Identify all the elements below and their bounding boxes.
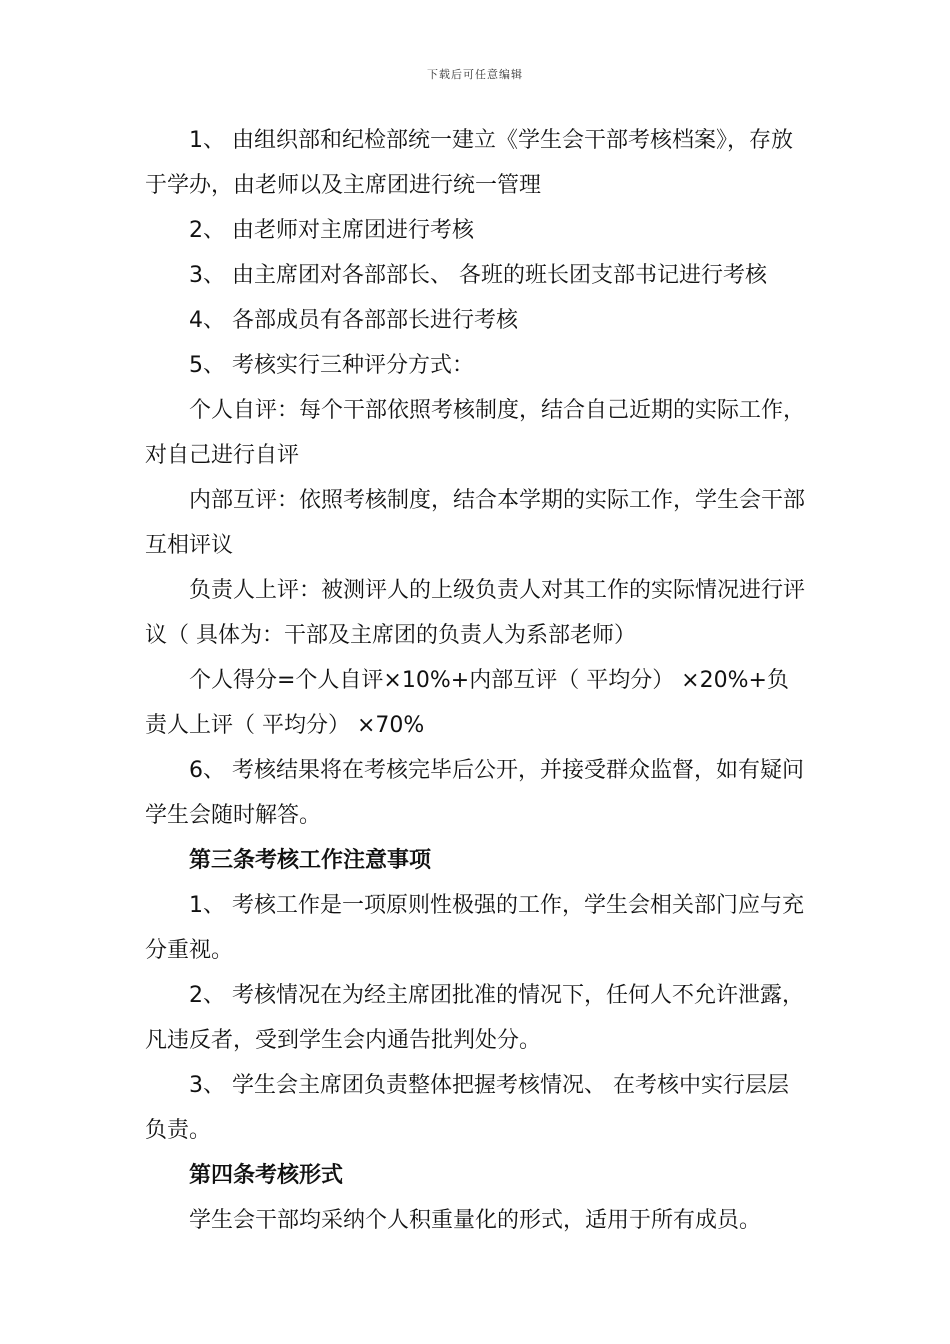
paragraph-3: 3、 由主席团对各部部长、 各班的班长团支部书记进行考核: [189, 263, 767, 288]
page-header-note: 下载后可任意编辑: [427, 68, 523, 81]
paragraph-article4-body: 学生会干部均采纳个人积重量化的形式，适用于所有成员。: [189, 1208, 762, 1233]
paragraph-6: 6、 考核结果将在考核完毕后公开，并接受群众监督，如有疑问学生会随时解答。: [145, 758, 804, 828]
paragraph-1: 1、 由组织部和纪检部统一建立《学生会干部考核档案》，存放于学办，由老师以及主席团进行统一管理: [145, 128, 793, 198]
document-body: [145, 118, 809, 1243]
paragraph-peer-evaluation: 内部互评：依照考核制度，结合本学期的实际工作，学生会干部互相评议: [145, 488, 806, 558]
paragraph-4: 4、 各部成员有各部部长进行考核: [189, 308, 518, 333]
paragraph-5: 5、 考核实行三种评分方式：: [189, 353, 474, 378]
paragraph-article3-item-3: 3、 学生会主席团负责整体把握考核情况、 在考核中实行层层负责。: [145, 1073, 789, 1143]
paragraph-self-evaluation: 个人自评：每个干部依照考核制度，结合自己近期的实际工作，对自己进行自评: [145, 398, 806, 468]
paragraph-article3-item-1: 1、 考核工作是一项原则性极强的工作，学生会相关部门应与充分重视。: [145, 893, 804, 963]
section-heading-article-4: 第四条考核形式: [189, 1163, 344, 1188]
paragraph-article3-item-2: 2、 考核情况在为经主席团批准的情况下，任何人不允许泄露，凡违反者，受到学生会内通告批判处分。: [145, 983, 804, 1053]
section-heading-article-3: 第三条考核工作注意事项: [189, 848, 432, 873]
paragraph-2: 2、 由老师对主席团进行考核: [189, 218, 474, 243]
paragraph-score-formula: 个人得分=个人自评×10%+内部互评（ 平均分） ×20%+负责人上评（ 平均分） ×70%: [145, 668, 789, 738]
paragraph-supervisor-evaluation: 负责人上评：被测评人的上级负责人对其工作的实际情况进行评议（ 具体为：干部及主席团的负责人为系部老师）: [145, 578, 806, 648]
